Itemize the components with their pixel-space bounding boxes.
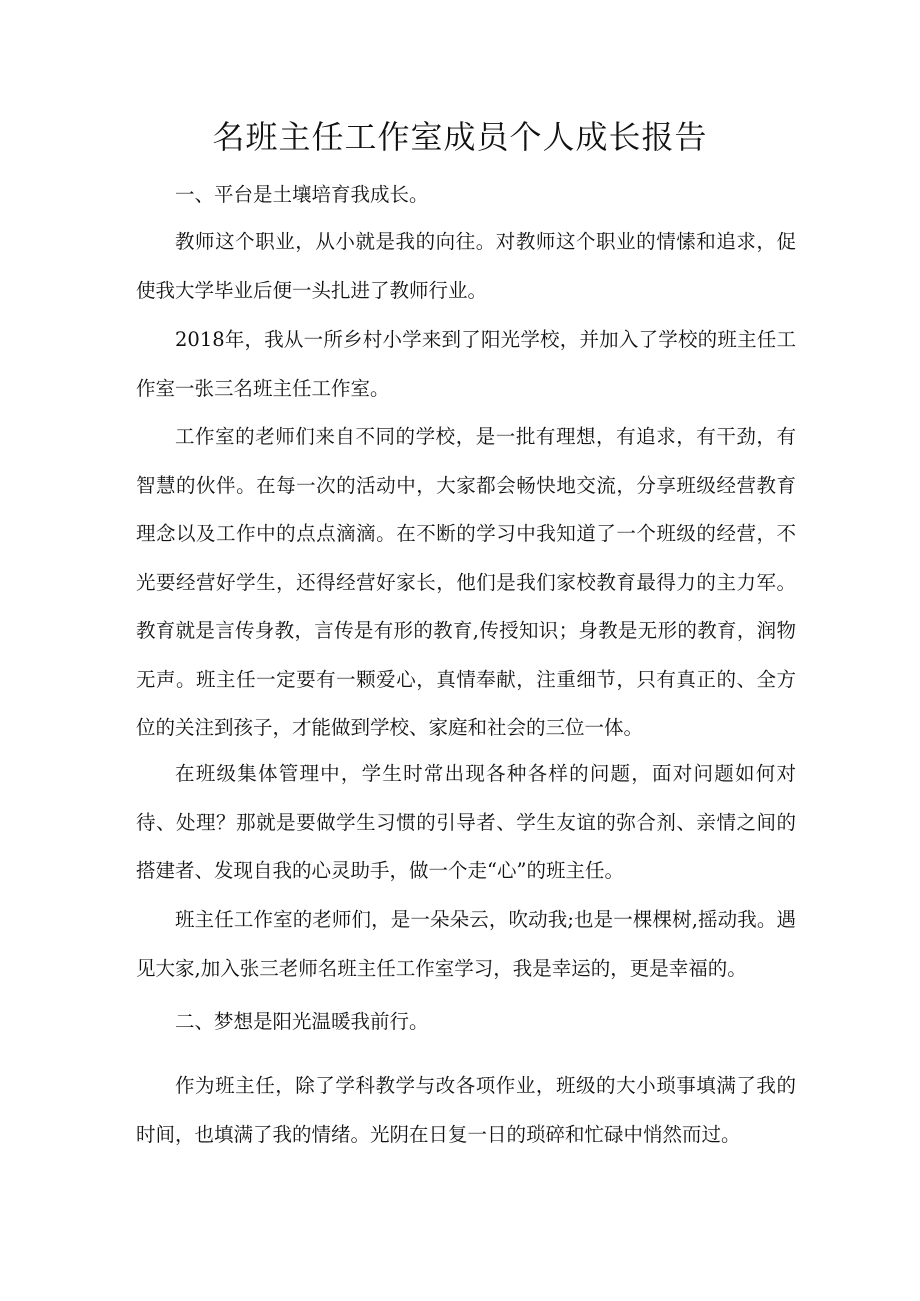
paragraph-head-teacher-duties: 作为班主任，除了学科教学与改各项作业，班级的大小琐事填满了我的时间，也填满了我的情绪。光阴在日复一日的琐碎和忙碌中悄然而过。 xyxy=(136,1074,796,1146)
paragraph-joining-studio: 2018年，我从一所乡村小学来到了阳光学校，并加入了学校的班主任工作室一张三名班主任工作室。 xyxy=(136,328,796,400)
paragraph-studio-partners: 工作室的老师们来自不同的学校，是一批有理想，有追求，有干劲，有智慧的伙伴。在每一次的活动中，大家都会畅快地交流，分享班级经营教育理念以及工作中的点点滴滴。在不断的学习中我知道了一个班级的经营，不光要经营好学生，还得经营好家长，他们是我们家校教育最得力的主力军。教育就是言传身教，言传是有形的教育,传授知识；身教是无形的教育，润物无声。班主任一定要有一颗爱心，真情奉献，注重细节，只有真正的、全方位的关注到孩子，才能做到学校、家庭和社会的三位一体。 xyxy=(136,425,796,739)
document-title: 名班主任工作室成员个人成长报告 xyxy=(212,118,708,156)
paragraph-class-management: 在班级集体管理中，学生时常出现各种各样的问题，面对问题如何对待、处理？那就是要做学生习惯的引导者、学生友谊的弥合剂、亲情之间的搭建者、发现自我的心灵助手，做一个走“心”的班主任。 xyxy=(136,762,796,882)
paragraph-gratitude: 班主任工作室的老师们，是一朵朵云，吹动我;也是一棵棵树,摇动我。遇见大家,加入张三老师名班主任工作室学习，我是幸运的，更是幸福的。 xyxy=(136,908,796,980)
paragraph-career-aspiration: 教师这个职业，从小就是我的向往。对教师这个职业的情愫和追求，促使我大学毕业后便一头扎进了教师行业。 xyxy=(136,230,796,302)
section-heading-1: 一、平台是土壤培育我成长。 xyxy=(175,183,429,206)
section-heading-2: 二、梦想是阳光温暖我前行。 xyxy=(175,1010,429,1033)
